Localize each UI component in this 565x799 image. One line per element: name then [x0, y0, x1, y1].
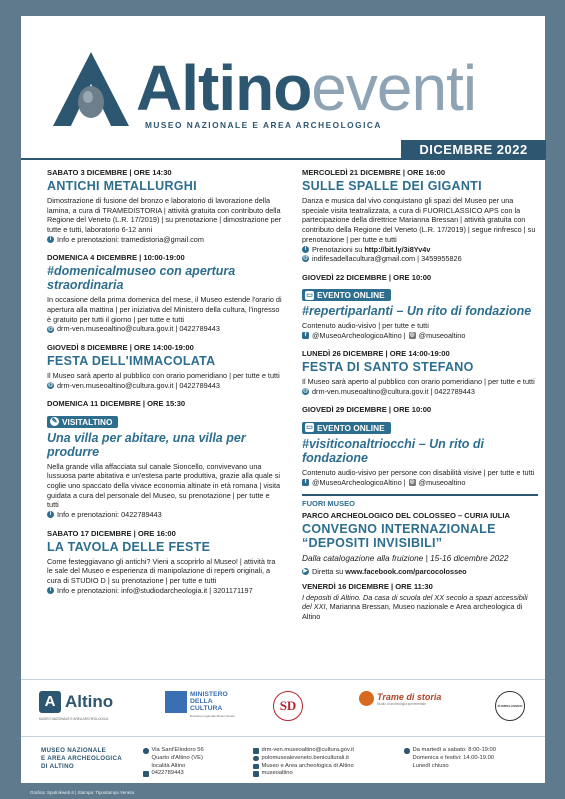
- event-date: GIOVEDÌ 8 DICEMBRE | ORE 14:00-19:00: [47, 342, 194, 352]
- studio-d-logo: SD: [273, 691, 303, 721]
- event-description: Come festeggiavano gli antichi? Vieni a scoprirlo al Museo! | attività tra le sale del Museo e esperienza di manipolazione di reperti originali, a cura di STUDIO D | su prenotazione | per tutte e tutti: [47, 556, 276, 586]
- event-date: GIOVEDÌ 29 DICEMBRE | ORE 10:00: [302, 405, 432, 415]
- event-contact: Info e prenotazioni: info@studiodarcheologia.it | 3201171197: [57, 585, 253, 595]
- event-description: Danza e musica dal vivo conquistano gli spazi del Museo per una speciale visita teatralizzata, a cura di FUORICLASSICO APS con la partecipazione della direttrice Marianna Bressan | attività gratuita con contributo della Regione del Veneto (L.R. 17/2019) | segue rinfresco | su prenotazione | per tutte e tutti: [302, 196, 536, 244]
- footer-facebook[interactable]: Museo e Area archeologica di Altino: [261, 762, 354, 769]
- event-description: Nella grande villa affacciata sul canale Sioncello, convivevano una lussuosa parte abitativa e un'estesa parte produttiva, grazie alla quale si coglie uno spaccato della vivace economia altinate in età romana | visita guidata a cura del personale del Museo, su prenotazione | per tutte e tutti: [47, 461, 281, 510]
- event-title: Una villa per abitare, una villa per produrre: [47, 430, 246, 459]
- event-contact[interactable]: drm-ven.museoaltino@cultura.gov.it | 0422789443: [57, 380, 220, 390]
- event-item: [47, 168, 283, 244]
- globe-icon: [253, 756, 259, 762]
- brand-title: Altinoeventi: [136, 52, 477, 124]
- facebook-handle[interactable]: @MuseoArcheologicoAltino |: [312, 477, 406, 487]
- event-description: Dimostrazione di fusione del bronzo e laboratorio di lavorazione della lamina, a cura di TRAMEDISTORIA | attività gratuita con contributo della Regione del Veneto (L.R. 17/2019) | su prenotazione | dimostrazione per tutte e tutti, laboratorio 6-12 anni: [47, 196, 282, 235]
- event-contact: Info e prenotazioni: 0422789443: [57, 510, 162, 520]
- event-title: FESTA DELL'IMMACOLATA: [47, 353, 216, 368]
- event-title: #domenicalmuseo con apertura straordinaria: [47, 264, 236, 293]
- instagram-handle[interactable]: @museoaltino: [418, 330, 466, 340]
- footer-hours: Da martedì a sabato: 8:00-19:00 Domenica e festivi: 14.00-19.00 Lunedì chiuso: [404, 747, 496, 770]
- left-column: [47, 168, 283, 604]
- monitor-icon: ▭: [306, 424, 313, 432]
- event-date: LUNEDÌ 26 DICEMBRE | ORE 14:00-19:00: [302, 349, 450, 359]
- play-icon: ▶: [303, 568, 308, 575]
- live-stream: Diretta su www.facebook.com/parcocolosseo: [312, 567, 467, 577]
- facebook-handle[interactable]: @MuseoArcheologicoAltino |: [312, 330, 406, 340]
- event-item: [302, 405, 538, 487]
- event-booking: Prenotazioni su http://bit.ly/3i8Yv4v: [312, 244, 431, 254]
- poster: [21, 16, 545, 783]
- email-icon: @: [302, 388, 309, 395]
- fuori-museo-section: [302, 494, 538, 622]
- info-icon: i: [47, 587, 54, 594]
- event-date: DOMENICA 11 DICEMBRE | ORE 15:30: [47, 399, 186, 409]
- event-contact: Info e prenotazioni: tramedistoria@gmail.com: [57, 234, 204, 244]
- online-event-badge: ▭ EVENTO ONLINE: [302, 289, 391, 301]
- footer-phone[interactable]: 0422789443: [151, 770, 184, 777]
- event-title: #repertiparlanti – Un rito di fondazione: [302, 304, 532, 319]
- event-item: [302, 273, 538, 341]
- event-description: Contenuto audio-visivo per persone con disabilità visive | per tutte e tutti: [302, 467, 535, 477]
- event-title: #visiticonaltriocchi – Un rito di fondazione: [302, 436, 484, 465]
- event-title: LA TAVOLA DELLE FESTE: [47, 539, 211, 554]
- event-item: [302, 168, 538, 264]
- event-title: SULLE SPALLE DEI GIGANTI: [302, 179, 482, 193]
- brand-subtitle: MUSEO NAZIONALE E AREA ARCHEOLOGICA: [145, 120, 382, 130]
- email-icon: @: [47, 381, 54, 388]
- booking-link[interactable]: http://bit.ly/3i8Yv4v: [364, 244, 431, 254]
- altino-mark-icon: A: [39, 691, 61, 713]
- footer-address: Via Sant'Eliodoro 56 Quarto d'Altino (VE) località Altino 0422789443: [143, 747, 204, 778]
- event-description: Il Museo sarà aperto al pubblico con orario pomeridiano | per tutte e tutti: [302, 377, 535, 387]
- event-item: [47, 529, 283, 596]
- monitor-icon: ▭: [306, 291, 313, 299]
- fuori-title: CONVEGNO INTERNAZIONALE “DEPOSITI INVISIBILI”: [302, 522, 496, 551]
- instagram-handle[interactable]: @museoaltino: [418, 477, 466, 487]
- clock-icon: [404, 748, 410, 754]
- fuori-place: PARCO ARCHEOLOGICO DEL COLOSSEO – CURIA IULIA: [302, 511, 510, 521]
- email-icon: @: [302, 255, 309, 262]
- info-icon: i: [47, 511, 54, 518]
- email-icon: @: [47, 325, 54, 332]
- online-event-badge: ▭ EVENTO ONLINE: [302, 422, 391, 434]
- right-column: [302, 168, 538, 622]
- event-description: Contenuto audio-visivo | per tutte e tutti: [302, 321, 429, 331]
- ministero-emblem-icon: [165, 691, 187, 713]
- event-description: In occasione della prima domenica del mese, il Museo estende l'orario di apertura alla mattina | per iniziativa del Ministero della cultura, l'ingresso è gratuito per tutti il giorno | per tutte e tutti: [47, 295, 282, 324]
- phone-icon: [143, 771, 149, 777]
- header-divider: [21, 158, 545, 160]
- visitaltino-badge: ✎ VISITALTINO: [47, 416, 118, 428]
- event-contact[interactable]: drm-ven.museoaltino@cultura.gov.it | 0422789443: [312, 386, 475, 396]
- credits: Grafica: Sputnikweb.it | Stampa: Tipostampa Veneta: [30, 790, 134, 795]
- event-title: ANTICHI METALLURGHI: [47, 179, 197, 193]
- footer-museum-name: MUSEO NAZIONALE E AREA ARCHEOLOGICA DI ALTINO: [41, 747, 122, 771]
- info-icon: i: [47, 236, 54, 243]
- event-date: DOMENICA 4 DICEMBRE | 10:00-19:00: [47, 253, 185, 263]
- footer-contacts: [253, 747, 354, 778]
- ministero-logo: MINISTERO DELLA CULTURA Direzione regionale Musei Veneto: [165, 691, 235, 720]
- location-pin-icon: [143, 748, 149, 754]
- fuori-subtitle: Dalla catalogazione alla fruizione | 15-16 dicembre 2022: [302, 553, 509, 564]
- instagram-icon: ◎: [409, 478, 415, 485]
- altino-logo: A Altino MUSEO NAZIONALE E AREA ARCHEOLOGICA: [39, 692, 114, 721]
- event-item: [47, 343, 283, 390]
- event-date: SABATO 3 DICEMBRE | ORE 14:30: [47, 168, 172, 177]
- facebook-icon: f: [302, 479, 309, 486]
- footer-email[interactable]: drm-ven.museoaltino@cultura.gov.it: [261, 747, 354, 753]
- trame-emblem-icon: [359, 691, 374, 706]
- event-title: FESTA DI SANTO STEFANO: [302, 360, 474, 375]
- partner-logos: [21, 679, 545, 737]
- event-date: MERCOLEDÌ 21 DICEMBRE | ORE 16:00: [302, 168, 446, 177]
- facebook-icon: [253, 764, 259, 770]
- facebook-icon: f: [302, 332, 309, 339]
- email-icon: [253, 748, 259, 754]
- pen-icon: ✎: [51, 418, 58, 426]
- event-contact[interactable]: indifesadellacultura@gmail.com | 3459955826: [312, 254, 462, 264]
- event-date: GIOVEDÌ 22 DICEMBRE | ORE 10:00: [302, 272, 432, 282]
- fuori-description: I depositi di Altino. Da casa di scuola del XX secolo a spazi accessibili del XXI, Marianna Bressan, Museo nazionale e Area archeologica di Altino: [302, 592, 528, 622]
- fuori-date: VENERDÌ 16 DICEMBRE | ORE 11:30: [302, 581, 433, 591]
- month-banner: DICEMBRE 2022: [401, 140, 546, 159]
- trame-di-storia-logo: Trame di storia Studio di archeologia sperimentale: [359, 691, 441, 706]
- instagram-icon: ◎: [409, 331, 415, 338]
- footer-instagram[interactable]: museoaltino: [261, 770, 293, 777]
- fuoriclassico-logo: FUORICLASSICO: [495, 691, 525, 721]
- event-item: [47, 399, 283, 520]
- event-item: [47, 253, 283, 334]
- event-contact[interactable]: drm-ven.museoaltino@cultura.gov.it | 0422789443: [57, 324, 220, 334]
- live-stream-link[interactable]: www.facebook.com/parcocolosseo: [345, 567, 467, 577]
- event-date: SABATO 17 DICEMBRE | ORE 16:00: [47, 528, 176, 538]
- altino-a-logo-icon: [51, 50, 131, 128]
- info-icon: i: [302, 246, 309, 253]
- event-item: [302, 349, 538, 396]
- fuori-museo-label: FUORI MUSEO: [302, 499, 355, 509]
- instagram-icon: [253, 771, 259, 777]
- event-description: Il Museo sarà aperto al pubblico con orario pomeridiano | per tutte e tutti: [47, 370, 280, 380]
- footer-website[interactable]: polomusealeveneto.beniculturali.it: [261, 754, 349, 761]
